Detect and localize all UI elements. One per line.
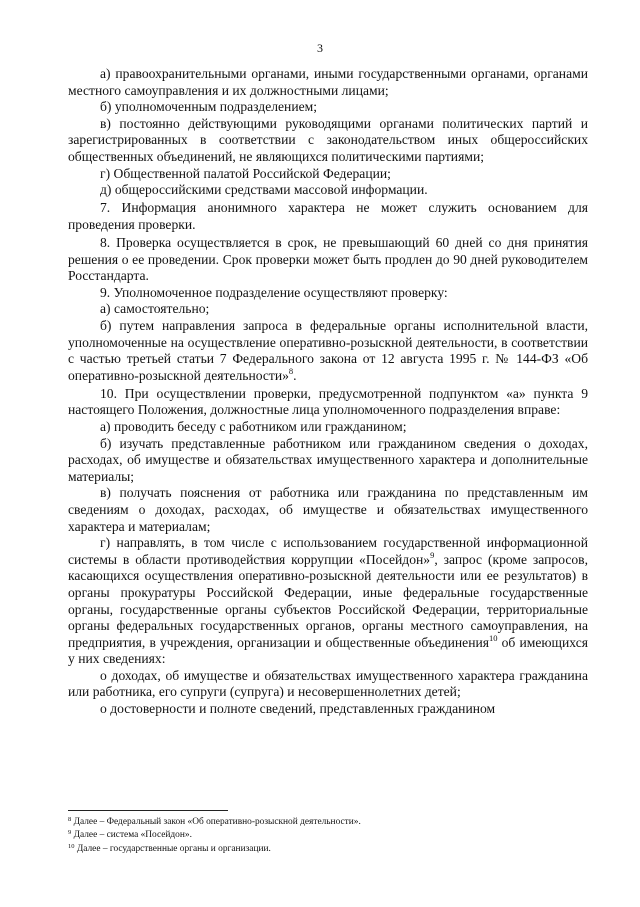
footnote xyxy=(68,816,588,829)
paragraph: в) получать пояснения от работника или гражданина по представленным им сведениям о доходах, расходах, об имуществе и обязательствах имущественного характера и материалам; xyxy=(68,485,588,534)
page-number: 3 xyxy=(317,41,323,55)
paragraph: г) Общественной палатой Российской Федерации; xyxy=(100,165,391,181)
footnote-number: 8 xyxy=(68,816,72,823)
paragraph: а) самостоятельно; xyxy=(100,301,210,317)
paragraph xyxy=(68,535,588,668)
footnote-text: Далее – государственные органы и организации. xyxy=(76,843,271,854)
footnote-divider xyxy=(68,810,228,811)
period: . xyxy=(293,367,297,383)
paragraph: 8. Проверка осуществляется в срок, не превышающий 60 дней со дня принятия решения о ее проведении. Срок проверки может быть продлен до 90 дней руководителем Росстандарта. xyxy=(68,234,588,284)
paragraph: о доходах, об имуществе и обязательствах имущественного характера гражданина или работника, его супруги (супруга) и несовершеннолетних детей; xyxy=(68,667,588,700)
document-body xyxy=(68,66,588,718)
paragraph xyxy=(68,318,588,384)
footnote-text: Далее – Федеральный закон «Об оперативно-розыскной деятельности». xyxy=(73,817,361,827)
footnote-mark: 9 xyxy=(430,549,435,560)
footnote xyxy=(68,829,588,842)
paragraph: а) проводить беседу с работником или гражданином; xyxy=(100,418,407,434)
paragraph: 10. При осуществлении проверки, предусмотренной подпунктом «а» пункта 9 настоящего Положения, должностные лица уполномоченного подразделения вправе: xyxy=(68,385,588,418)
footnote-number: 9 xyxy=(68,829,72,837)
paragraph-text: об имеющихся у них сведениях: xyxy=(68,634,588,667)
paragraph: д) общероссийскими средствами массовой информации. xyxy=(100,182,428,198)
footnotes xyxy=(68,816,588,856)
footnote xyxy=(68,843,588,856)
paragraph: а) правоохранительными органами, иными государственными органами, органами местного самоуправления и их должностными лицами; xyxy=(68,66,588,98)
paragraph-text: г) направлять, в том числе с использованием государственной информационной системы в области противодействия коррупции «Посейдон» xyxy=(68,535,588,567)
paragraph: в) постоянно действующими руководящими органами политических партий и зарегистрированных в соответствии с законодательством иных общероссийских общественных объединений, не являющихся политическими партиями; xyxy=(68,115,588,164)
paragraph: о достоверности и полноте сведений, представленных гражданином xyxy=(100,701,496,717)
paragraph: б) изучать представленные работником или гражданином сведения о доходах, расходах, об имуществе и обязательствах имущественного характера и дополнительные материалы; xyxy=(68,435,588,484)
footnote-number: 10 xyxy=(68,842,75,850)
paragraph: б) уполномоченным подразделением; xyxy=(100,99,318,115)
footnote-text: Далее – система «Посейдон». xyxy=(73,830,192,841)
footnote-mark: 10 xyxy=(489,632,498,643)
paragraph-text: б) путем направления запроса в федеральные органы исполнительной власти, уполномоченные на осуществление оперативно-розыскной деятельности, в соответствии с частью третьей статьи 7 Федерального закона от 12 августа 1995 г. № 144-ФЗ «Об оперативно-розыскной деятельности» xyxy=(68,317,588,383)
paragraph: 9. Уполномоченное подразделение осуществляют проверку: xyxy=(100,284,448,300)
paragraph-text: , запрос (кроме запросов, касающихся осуществления оперативно-розыскной деятельности или ее результатов) в органы прокуратуры Российской Федерации, иные федеральные государственные органы, государственные органы субъектов Российской Федерации, территориальные органы федеральных государственных органов, органы местного самоуправления, на предприятия, в учреждения, организации и общественные объединения xyxy=(68,551,588,650)
footnote-mark: 8 xyxy=(288,365,294,376)
paragraph: 7. Информация анонимного характера не может служить основанием для проведения проверки. xyxy=(68,200,588,232)
